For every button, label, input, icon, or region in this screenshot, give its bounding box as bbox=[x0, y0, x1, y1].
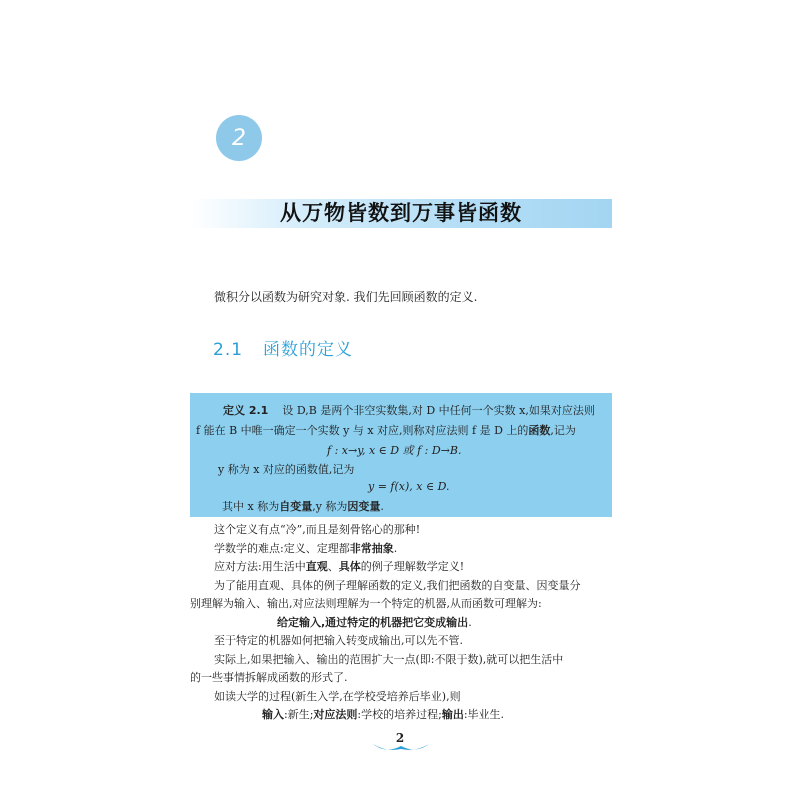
emphasis-text: 非常抽象 bbox=[349, 542, 394, 555]
section-title: 函数的定义 bbox=[263, 340, 354, 360]
body-text: :学校的培养过程; bbox=[357, 708, 442, 721]
definition-text-4e: . bbox=[380, 500, 384, 513]
emphasis-text: 给定输入,通过特定的机器把它变成输出 bbox=[277, 616, 469, 629]
body-paragraph-2 bbox=[214, 540, 397, 556]
body-paragraph-4-line-1: 为了能用直观、具体的例子理解函数的定义,我们把函数的自变量、因变量分 bbox=[214, 579, 581, 592]
body-paragraph-7: 如读大学的过程(新生入学,在学校受培养后毕业),则 bbox=[214, 690, 461, 703]
term-dependent-variable: 因变量 bbox=[347, 500, 381, 513]
body-text: 的例子理解数学定义! bbox=[360, 560, 465, 573]
wave-ornament-icon bbox=[371, 740, 431, 754]
chapter-title: 从万物皆数到万事皆函数 bbox=[280, 201, 522, 225]
body-paragraph-1: 这个定义有点“冷”,而且是刻骨铭心的那种! bbox=[214, 523, 421, 536]
body-text: 应对方法:用生活中 bbox=[214, 560, 306, 573]
body-text: :毕业生. bbox=[463, 708, 505, 721]
emphasis-text: 具体 bbox=[338, 560, 361, 573]
definition-line-4 bbox=[222, 498, 384, 514]
section-number: 2.1 bbox=[213, 340, 244, 360]
emphasis-text: 输出 bbox=[441, 708, 464, 721]
definition-text-2: f 能在 B 中唯一确定一个实数 y 与 x 对应,则称对应法则 f 是 D 上的 bbox=[196, 424, 529, 437]
chapter-number-badge: 2 bbox=[216, 115, 262, 161]
body-paragraph-6-line-2: 的一些事情拆解成函数的形式了. bbox=[190, 671, 348, 684]
body-paragraph-6-line-1: 实际上,如果把输入、输出的范围扩大一点(即:不限于数),就可以把生活中 bbox=[214, 653, 564, 666]
body-text: 、 bbox=[327, 560, 339, 573]
body-highlight-line bbox=[277, 614, 472, 630]
definition-text-2-end: ,记为 bbox=[550, 424, 576, 437]
definition-line-3: y 称为 x 对应的函数值,记为 bbox=[218, 463, 355, 476]
definition-text-1: 设 D,B 是两个非空实数集,对 D 中任何一个实数 x,如果对应法则 bbox=[282, 404, 595, 417]
section-heading bbox=[213, 335, 353, 360]
page-number: 2 bbox=[395, 731, 405, 745]
body-paragraph-8 bbox=[262, 706, 504, 722]
definition-text-4a: 其中 x 称为 bbox=[222, 500, 280, 513]
body-paragraph-5: 至于特定的机器如何把输入转变成输出,可以先不管. bbox=[214, 634, 463, 647]
definition-formula-2: y = f(x), x ∈ D. bbox=[368, 480, 450, 493]
definition-formula-1: f : x→y, x ∈ D 或 f : D→B. bbox=[327, 444, 462, 457]
body-text: :新生; bbox=[284, 708, 314, 721]
body-text: . bbox=[468, 616, 472, 629]
definition-box bbox=[190, 393, 612, 517]
emphasis-text: 直观 bbox=[305, 560, 328, 573]
term-function: 函数 bbox=[528, 424, 551, 437]
body-paragraph-3 bbox=[214, 558, 464, 574]
definition-label: 定义 2.1 bbox=[223, 404, 269, 417]
emphasis-text: 输入 bbox=[262, 708, 284, 721]
definition-line-1 bbox=[223, 402, 595, 418]
body-paragraph-4-line-2: 别理解为输入、输出,对应法则理解为一个特定的机器,从而函数可理解为: bbox=[190, 597, 542, 610]
intro-paragraph: 微积分以函数为研究对象. 我们先回顾函数的定义. bbox=[214, 290, 478, 304]
definition-text-4c: ,y 称为 bbox=[312, 500, 348, 513]
body-text: . bbox=[393, 542, 398, 555]
definition-line-2 bbox=[196, 422, 576, 438]
emphasis-text: 对应法则 bbox=[313, 708, 358, 721]
body-text: 学数学的难点:定义、定理都 bbox=[214, 542, 350, 555]
term-independent-variable: 自变量 bbox=[279, 500, 313, 513]
